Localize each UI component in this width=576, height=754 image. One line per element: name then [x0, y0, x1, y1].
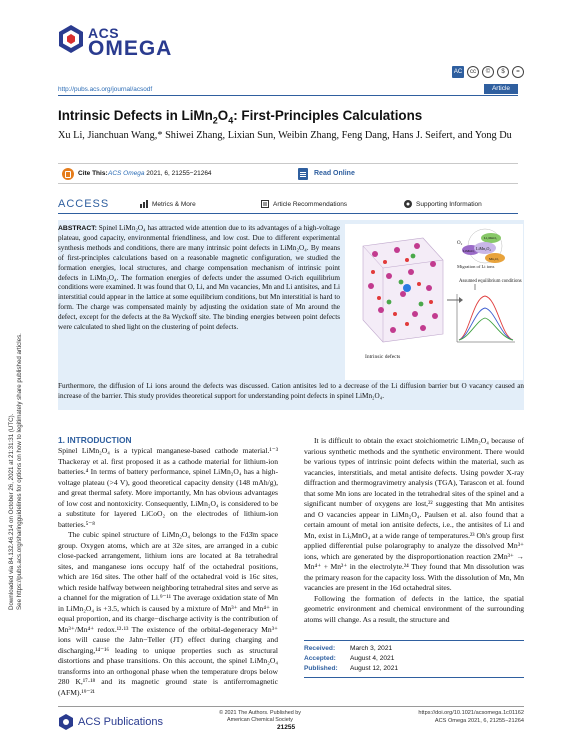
accepted-label: Accepted:	[304, 655, 336, 662]
article-type-tag: Article	[484, 84, 518, 94]
by-badge-icon[interactable]: ©	[482, 66, 494, 78]
read-online-icon	[298, 168, 308, 180]
download-note-line2: See https://pubs.acs.org/sharingguidelines for options on how to legitimately share published articles.	[16, 333, 23, 610]
intro-paragraph-2: The cubic spinel structure of LiMn₂O₄ belongs to the Fd3̄m space group. Oxygen atoms, which are at 32e sites, are arranged in a cubic close-packed arrangement, lithium ions are located at 8a tetrahedral sites, and manganese ions occupy half of the octahedral positions, which are 16d sites. The other half of the octahedral void is 16c sites, which reside halfway between neighboring tetrahedral sites and serve as a channel for the migration of Li.⁹⁻¹¹ The average oxidation state of Mn in LiMn₂O₄ is +3.5, which is caused by a mixture of Mn³⁺ and Mn⁴⁺ in equal proportion, and its charge−discharge activity is the contribution of Mn³⁺/Mn⁴⁺ redox.¹²·¹³ The existence of the orbital-degeneracy Mn³⁺ ions will cause the Jahn−Teller (JT) effect during charging and discharging,¹⁴⁻¹⁶ leading to unique properties such as structural distortions and phase transitions. On this account, the spinel LiMn₂O₄ transforms into an orthogonal phase when the temperature drops below 280 K,¹⁷·¹⁸ and its magnetic ground state is antiferromagnetic (AFM).¹⁹⁻²¹	[58, 530, 278, 697]
crystal-structure-image	[363, 238, 443, 342]
read-online-label: Read Online	[314, 170, 355, 177]
license-badges	[452, 66, 524, 78]
access-bar	[58, 196, 518, 214]
published-label: Published:	[304, 665, 338, 672]
mn2o3-label: Mn₂O₃	[489, 257, 499, 261]
cite-bar	[58, 163, 518, 184]
doi-link[interactable]: https://doi.org/10.1021/acsomega.1c01162	[418, 710, 524, 716]
read-online-button[interactable]	[298, 165, 378, 182]
supporting-info-link[interactable]: Supporting Information	[416, 201, 482, 208]
cite-icon[interactable]	[62, 168, 74, 180]
footer-citation: ACS Omega 2021, 6, 21255−21264	[434, 717, 524, 724]
nd-badge-icon[interactable]: =	[512, 66, 524, 78]
intro-paragraph-1: Spinel LiMn₂O₄ is a typical manganese-based cathode material.¹⁻³ Thackeray et al. first proposed it as a cathode material for lithium-ion batteries.⁴ In terms of battery performance, spinel LiMn₂O₄ has a high-voltage plateau (>4 V), good theoretical capacity density (148 mAh/g), and great thermal safety. More importantly, Mn has obvious advantages of low cost and nontoxicity. Consequently, LiMn₂O₄ is considered to be a substitute for layered LiCoO₂ on the electrodes of lithium-ion batteries.⁵⁻⁸	[58, 446, 278, 529]
recommendations-icon	[261, 200, 269, 208]
metrics-link[interactable]: Metrics & More	[152, 201, 196, 208]
section-heading-introduction: 1. INTRODUCTION	[58, 435, 132, 445]
received-date: March 3, 2021	[350, 645, 393, 652]
abstract-text-continued: Furthermore, the diffusion of Li ions around the defects was discussed. Cation antisites led to a decrease of the Li diffusion barrier but O vacancy caused an increase of the barrier. This study provides theoretical support for understanding point defects in spinel LiMn₂O₄.	[58, 382, 524, 400]
recommendations-link[interactable]: Article Recommendations	[273, 201, 348, 208]
body-column-right	[304, 436, 524, 625]
metrics-icon	[140, 200, 148, 208]
intrinsic-defects-label: Intrinsic defects	[365, 354, 401, 360]
footer-divider	[58, 706, 524, 707]
intro-paragraph-3: It is difficult to obtain the exact stoichiometric LiMn₂O₄ because of various synthetic methods and the synthetic environment. There would be various types of intrinsic point defects within the material, such as vacancies, interstitials, and metal antisite defects. Using powder X-ray diffraction and thermogravimetry analysis (TGA), Tarascon et al. found that some Mn ions are located in the tetrahedral sites of the spinel and a significant number of oxygens are lost,²² suggesting that Mn antisites and O vacancies appear in LiMn₂O₄. Paulsen et al. also found that a certain amount of metal ion antisite defects, i.e., the antisites of Li and Mn, exist in LiₓMnO₄ at a wide range of temperatures.²³ Oh's group first applied differential pulse polarography to analyze the dissolved Mn³⁺ ions, which are generated by the disproportionation reaction 2Mn³⁺ → Mn⁴⁺ + Mn²⁺ in the electrolyte.²⁴ They found that Mn dissolution was the primary reason for the capacity loss. With the dissolution of Mn, Mn vacancies are present in the 16d octahedral sites.	[304, 436, 524, 592]
author-list[interactable]: Xu Li, Jianchuan Wang,* Shiwei Zhang, Lixian Sun, Weibin Zhang, Feng Dang, Hans J. Seifert, and Yong Du	[58, 130, 512, 141]
limno2-label: LiMnO₂	[463, 249, 475, 253]
acs-publications-logo[interactable]	[58, 712, 178, 732]
abstract-label: ABSTRACT:	[58, 225, 97, 232]
li2mno3-label: Li₂MnO₃	[484, 236, 497, 240]
cite-citation[interactable]: ACS Omega 2021, 6, 21255−21264	[108, 170, 212, 177]
nc-badge-icon[interactable]: $	[497, 66, 509, 78]
cite-label: Cite This:	[78, 170, 108, 177]
cc-badge-icon[interactable]: cc	[467, 66, 479, 78]
supporting-info-icon	[404, 200, 412, 208]
intro-paragraph-4: Following the formation of defects in the lattice, the spatial geometric environment and chemical environment of the surrounding atoms will change. As a result, the structure and	[304, 593, 524, 624]
center-phase-label: LiMn₂O₄	[476, 246, 491, 251]
download-note-line1: Downloaded via 84.132.46.214 on October 26, 2021 at 21:31:31 (UTC).	[8, 413, 15, 610]
published-date: August 12, 2021	[350, 665, 399, 672]
received-label: Received:	[304, 645, 336, 652]
header-divider	[58, 95, 518, 96]
abstract-text: ABSTRACT: Spinel LiMn₂O₄ has attracted wide attention due to its advantages of a high-voltage plateau, good capacity, environmental friendliness, and low cost. Due to different experimental synthesis methods and conditions, there are many intrinsic point defects in LiMn₂O₄. By means of first-principles calculations based on a reasonable magnetic configuration, we studied the formation energies, local structures, and charge compensation mechanism of intrinsic point defects in LiMn₂O₄. The formation energies of defects under the assumed O-rich equilibrium conditions were examined. It was found that O, Li, and Mn vacancies, Mn and Li antisites, and Li interstitial could appear in the lattice at some equilibrium conditions, but Mn interstitial is hard to form. The charge was compensated mainly by adjusting the oxidation state of Mn around the defect, except for the defects at the 8a Wyckoff site. The binding energies between point defects were calculated to shed light on the clustering of point defects.	[58, 224, 341, 332]
acs-publications-icon	[58, 714, 74, 730]
journal-logo[interactable]	[58, 24, 218, 58]
page-number: 21255	[277, 724, 296, 731]
doi-block	[354, 710, 524, 725]
publisher-name: ACS Publications	[78, 716, 163, 728]
migration-label: Migration of Li ions	[457, 264, 495, 269]
logo-acs-text: ACS	[88, 25, 120, 41]
paper-title: Intrinsic Defects in $LiMn_2O_4$: First-Principles Calculations	[58, 108, 423, 126]
download-note	[2, 210, 28, 610]
copyright-notice: © 2021 The Authors. Published by American Chemical Society	[219, 710, 301, 723]
assumed-conditions-label: Assumed equilibrium conditions	[459, 279, 522, 284]
ac-badge-icon[interactable]: AC	[452, 66, 464, 78]
body-column-left	[58, 446, 278, 698]
publication-dates	[304, 640, 524, 678]
acs-omega-logo-icon	[58, 24, 84, 54]
toc-graphic[interactable]	[345, 224, 523, 380]
journal-url-link[interactable]: http://pubs.acs.org/journal/acsodf	[58, 86, 153, 93]
access-label: ACCESS	[58, 198, 110, 210]
o2-label: O₂	[457, 241, 463, 246]
accepted-date: August 4, 2021	[350, 655, 395, 662]
logo-omega-text: OMEGA	[88, 37, 173, 60]
